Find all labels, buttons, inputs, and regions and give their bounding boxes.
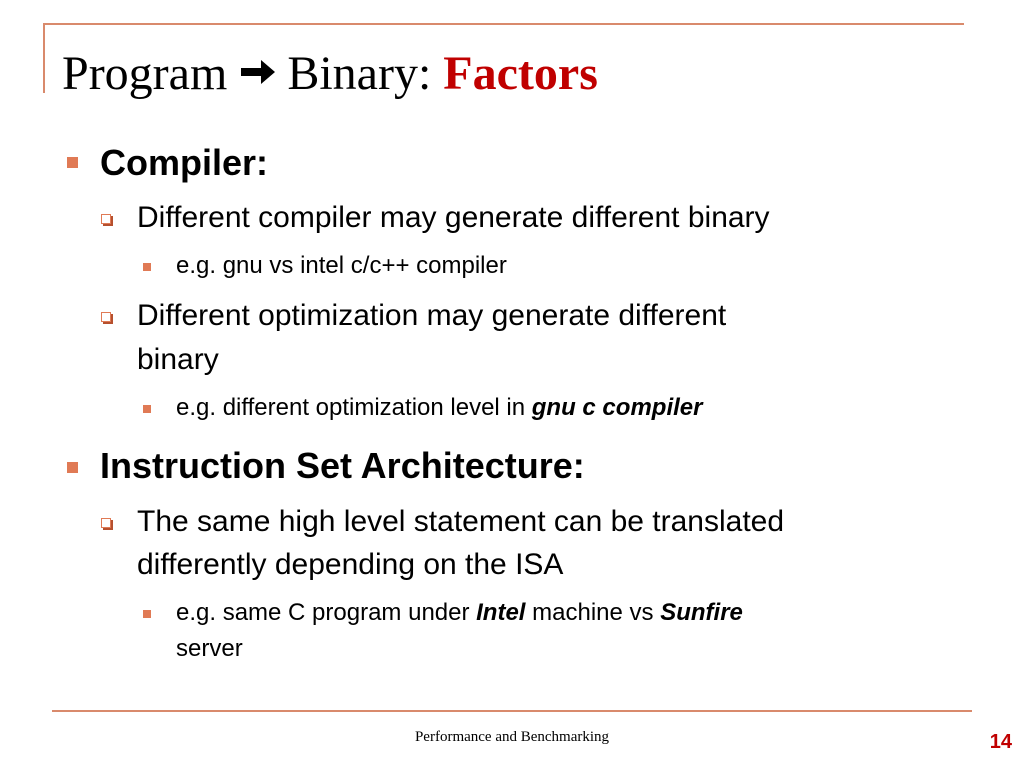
footer-divider — [52, 710, 972, 712]
bullet-different-optimization-line2: binary — [137, 343, 219, 376]
level2-bullet-marker — [101, 312, 111, 322]
bullet-same-statement-line1: The same high level statement can be translated — [137, 505, 785, 538]
optimization-level-prefix: e.g. different optimization level in — [176, 394, 532, 421]
page-number: 14 — [989, 731, 1012, 753]
level1-bullet-marker — [67, 462, 78, 473]
level3-bullet-marker — [143, 263, 151, 271]
bullet-same-statement-line2: differently depending on the ISA — [137, 548, 564, 581]
slide-title — [62, 44, 598, 108]
footer-title: Performance and Benchmarking — [414, 729, 610, 745]
level3-bullet-marker — [143, 405, 151, 413]
same-c-program-prefix: e.g. same C program under — [176, 599, 477, 626]
level2-bullet-marker — [101, 214, 111, 224]
level2-bullet-marker — [101, 518, 111, 528]
bullet-same-c-program-line2: server — [176, 635, 243, 662]
machine-vs-text: machine vs — [525, 599, 661, 626]
section-heading-compiler: Compiler: — [100, 142, 269, 183]
top-decoration-line — [43, 23, 964, 25]
intel-emphasis: Intel — [476, 599, 526, 626]
sunfire-emphasis: Sunfire — [660, 599, 743, 626]
right-arrow-icon — [239, 42, 277, 102]
level3-bullet-marker — [143, 610, 151, 618]
title-accent-factors: Factors — [443, 47, 598, 100]
bullet-different-compiler: Different compiler may generate different binary — [137, 201, 770, 234]
bullet-same-c-program-line1 — [176, 596, 743, 630]
left-decoration-line — [43, 23, 45, 93]
bullet-optimization-level — [176, 391, 702, 425]
gnu-c-compiler-emphasis: gnu c compiler — [531, 394, 703, 421]
title-part-program: Program — [62, 47, 228, 100]
level1-bullet-marker — [67, 157, 78, 168]
section-heading-isa: Instruction Set Architecture: — [100, 445, 585, 486]
bullet-different-optimization-line1: Different optimization may generate different — [137, 299, 727, 332]
title-part-binary: Binary: — [287, 47, 432, 100]
bullet-gnu-vs-intel: e.g. gnu vs intel c/c++ compiler — [176, 252, 507, 279]
